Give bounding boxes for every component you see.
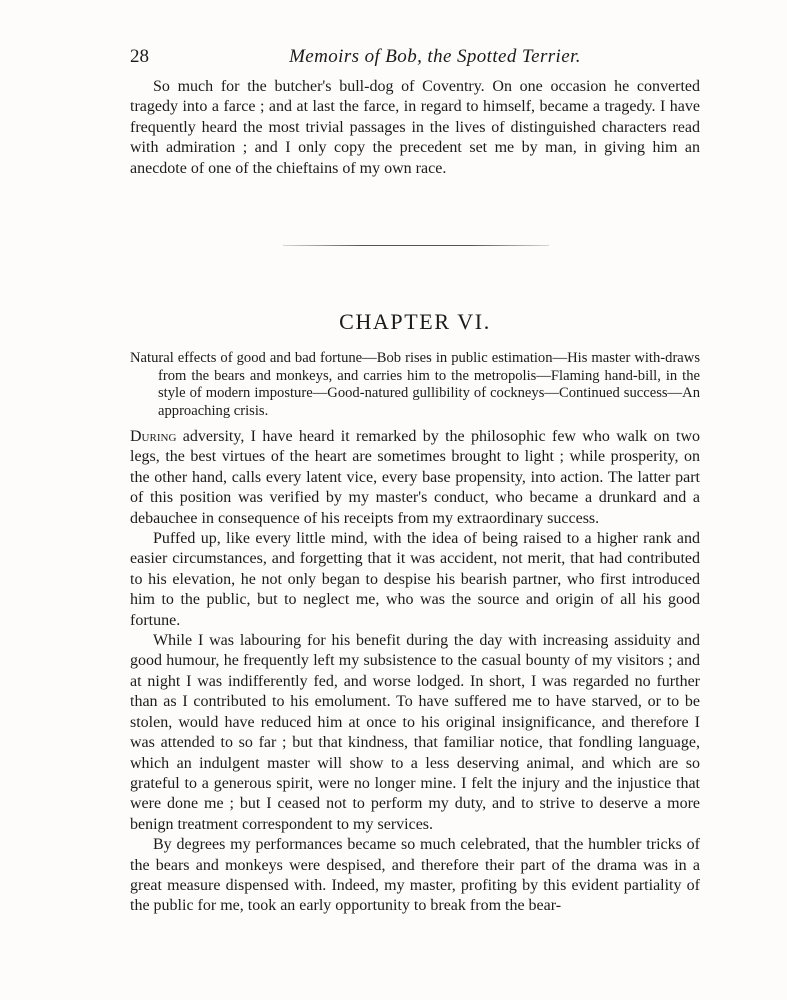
chapter-body [130,427,700,917]
section-divider [283,245,549,246]
page-header [130,46,700,72]
chapter-synopsis: Natural effects of good and bad fortune—Bob rises in public estimation—His master with-draws from the bears and monkeys, and carries him to the metropolis—Flaming hand-bill, in the style of modern imposture—Good-natured gullibility of cockneys—Continued success—An approaching crisis. [130,350,700,419]
paragraph: While I was labouring for his benefit during the day with increasing assiduity and good humour, he frequently left my subsistence to the casual bounty of my visitors ; and at night I was indifferently fed, and worse lodged. In short, I was regarded no further than as I contributed to his emolument. To have suffered me to have starved, or to be stolen, would have reduced him at once to his original insignificance, and therefore I was attended to so far ; but that kindness, that familiar notice, that fondling language, which an indulgent master will show to a less deserving animal, and which are so grateful to a generous spirit, were no longer mine. I felt the injury and the injustice that were done me ; but I ceased not to perform my duty, and to strive to deserve a more benign treatment correspondent to my services. [130,632,700,833]
paragraph-text: adversity, I have heard it remarked by the philosophic few who walk on two legs, the best virtues of the heart are sometimes brought to light ; while prosperity, on the other hand, calls every latent vice, every base propensity, into action. The latter part of this position was verified by my master's conduct, who became a drunkard and a debauchee in consequence of his receipts from my extraordinary success. [130,428,700,527]
chapter-title: CHAPTER VI. [339,309,491,334]
paragraph: By degrees my performances became so much celebrated, that the humbler tricks of the bears and monkeys were despised, and therefore their part of the drama was in a great measure dispensed with. Indeed, my master, profiting by this evident partiality of the public for me, took an early opportunity to break from the bear- [130,836,700,915]
paragraph: Puffed up, like every little mind, with the idea of being raised to a higher rank and easier circumstances, and forgetting that it was accident, not merit, that had contributed to his elevation, he not only began to despise his bearish partner, who first introduced him to the public, but to neglect me, who was the source and origin of all his good fortune. [130,530,700,629]
running-title: Memoirs of Bob, the Spotted Terrier. [289,46,581,67]
drop-lead-word: During [130,428,177,445]
page-number: 28 [130,46,149,67]
opening-text-block [130,77,700,179]
paragraph: So much for the butcher's bull-dog of Coventry. On one occasion he converted tragedy into a farce ; and at last the farce, in regard to himself, became a tragedy. I have frequently heard the most trivial passages in the lives of distinguished characters read with admiration ; and I only copy the precedent set me by man, in giving him an anecdote of one of the chieftains of my own race. [130,78,700,177]
paragraph [130,427,700,529]
